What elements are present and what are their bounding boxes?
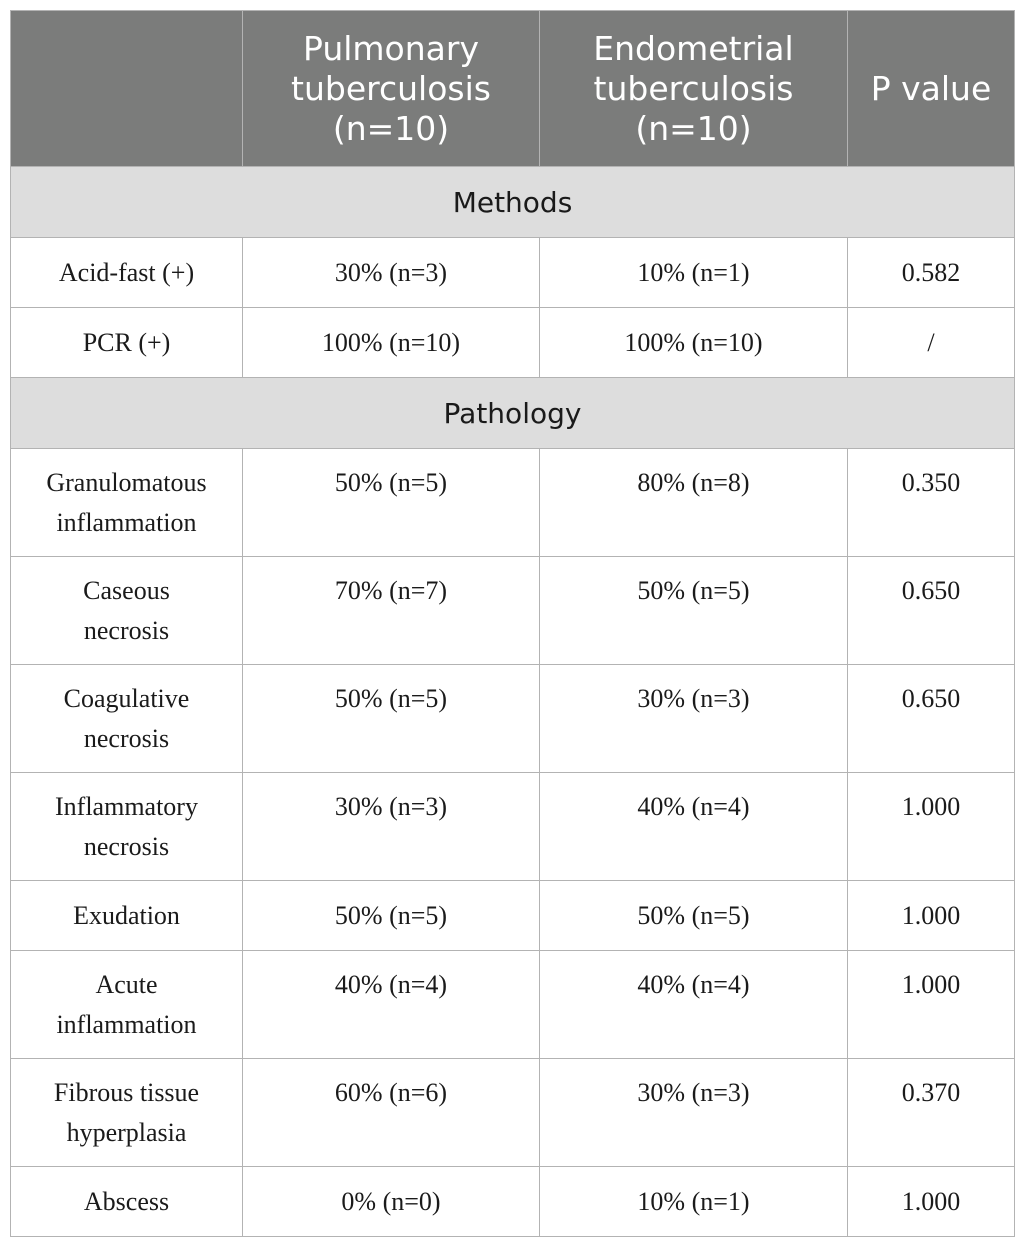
header-p-value: P value: [848, 11, 1015, 167]
p-value: 0.582: [848, 238, 1015, 308]
endometrial-value: 30% (n=3): [540, 665, 848, 773]
row-label-line: Acute: [95, 970, 158, 999]
endometrial-value: 40% (n=4): [540, 773, 848, 881]
table-row: [11, 881, 1015, 951]
pulmonary-value: 50% (n=5): [243, 449, 540, 557]
row-label-line: Fibrous tissue: [53, 1078, 200, 1107]
row-label-line: hyperplasia: [66, 1118, 187, 1147]
header-blank-cell: [11, 11, 243, 167]
row-label-line: inflammation: [56, 508, 197, 537]
row-label: [11, 308, 243, 378]
p-value: 0.350: [848, 449, 1015, 557]
row-label-line: Exudation: [73, 900, 180, 930]
p-value: 0.370: [848, 1059, 1015, 1167]
section-row-pathology: [11, 378, 1015, 449]
row-label-line: Inflammatory: [55, 792, 198, 821]
table-row: [11, 449, 1015, 557]
row-label-line: Granulomatous: [46, 468, 207, 497]
header-endometrial: Endometrial tuberculosis (n=10): [540, 11, 848, 167]
row-label-line: Acid-fast (+): [58, 257, 195, 287]
pulmonary-value: 50% (n=5): [243, 665, 540, 773]
p-value: 1.000: [848, 951, 1015, 1059]
endometrial-value: 40% (n=4): [540, 951, 848, 1059]
p-value: 0.650: [848, 557, 1015, 665]
endometrial-value: 50% (n=5): [540, 881, 848, 951]
row-label-line: PCR (+): [82, 327, 171, 357]
table-row: [11, 951, 1015, 1059]
row-label-line: necrosis: [83, 832, 170, 861]
p-value: 0.650: [848, 665, 1015, 773]
p-value: 1.000: [848, 881, 1015, 951]
pulmonary-value: 40% (n=4): [243, 951, 540, 1059]
pulmonary-value: 70% (n=7): [243, 557, 540, 665]
results-table: [10, 10, 1015, 1237]
row-label: [11, 881, 243, 951]
row-label: [11, 1167, 243, 1237]
endometrial-value: 10% (n=1): [540, 1167, 848, 1237]
pulmonary-value: 30% (n=3): [243, 238, 540, 308]
table-row: [11, 1059, 1015, 1167]
p-value: /: [848, 308, 1015, 378]
endometrial-value: 50% (n=5): [540, 557, 848, 665]
row-label-line: Abscess: [83, 1186, 170, 1216]
p-value: 1.000: [848, 1167, 1015, 1237]
endometrial-value: 100% (n=10): [540, 308, 848, 378]
pulmonary-value: 0% (n=0): [243, 1167, 540, 1237]
row-label-line: inflammation: [56, 1010, 197, 1039]
row-label: [11, 557, 243, 665]
pulmonary-value: 100% (n=10): [243, 308, 540, 378]
row-label-line: necrosis: [83, 724, 170, 753]
table-row: [11, 238, 1015, 308]
section-title-methods: Methods: [11, 167, 1015, 238]
p-value: 1.000: [848, 773, 1015, 881]
row-label: [11, 951, 243, 1059]
row-label: [11, 449, 243, 557]
row-label-line: Caseous: [83, 576, 170, 605]
endometrial-value: 10% (n=1): [540, 238, 848, 308]
table-row: [11, 308, 1015, 378]
table-row: [11, 1167, 1015, 1237]
endometrial-value: 80% (n=8): [540, 449, 848, 557]
row-label-line: necrosis: [83, 616, 170, 645]
header-row: [11, 11, 1015, 167]
row-label: [11, 773, 243, 881]
pulmonary-value: 30% (n=3): [243, 773, 540, 881]
section-title-pathology: Pathology: [11, 378, 1015, 449]
row-label: [11, 665, 243, 773]
pulmonary-value: 60% (n=6): [243, 1059, 540, 1167]
endometrial-value: 30% (n=3): [540, 1059, 848, 1167]
table-row: [11, 665, 1015, 773]
row-label-line: Coagulative: [63, 684, 190, 713]
table-row: [11, 557, 1015, 665]
row-label: [11, 238, 243, 308]
row-label: [11, 1059, 243, 1167]
header-pulmonary: Pulmonary tuberculosis (n=10): [243, 11, 540, 167]
table-row: [11, 773, 1015, 881]
pulmonary-value: 50% (n=5): [243, 881, 540, 951]
section-row-methods: [11, 167, 1015, 238]
